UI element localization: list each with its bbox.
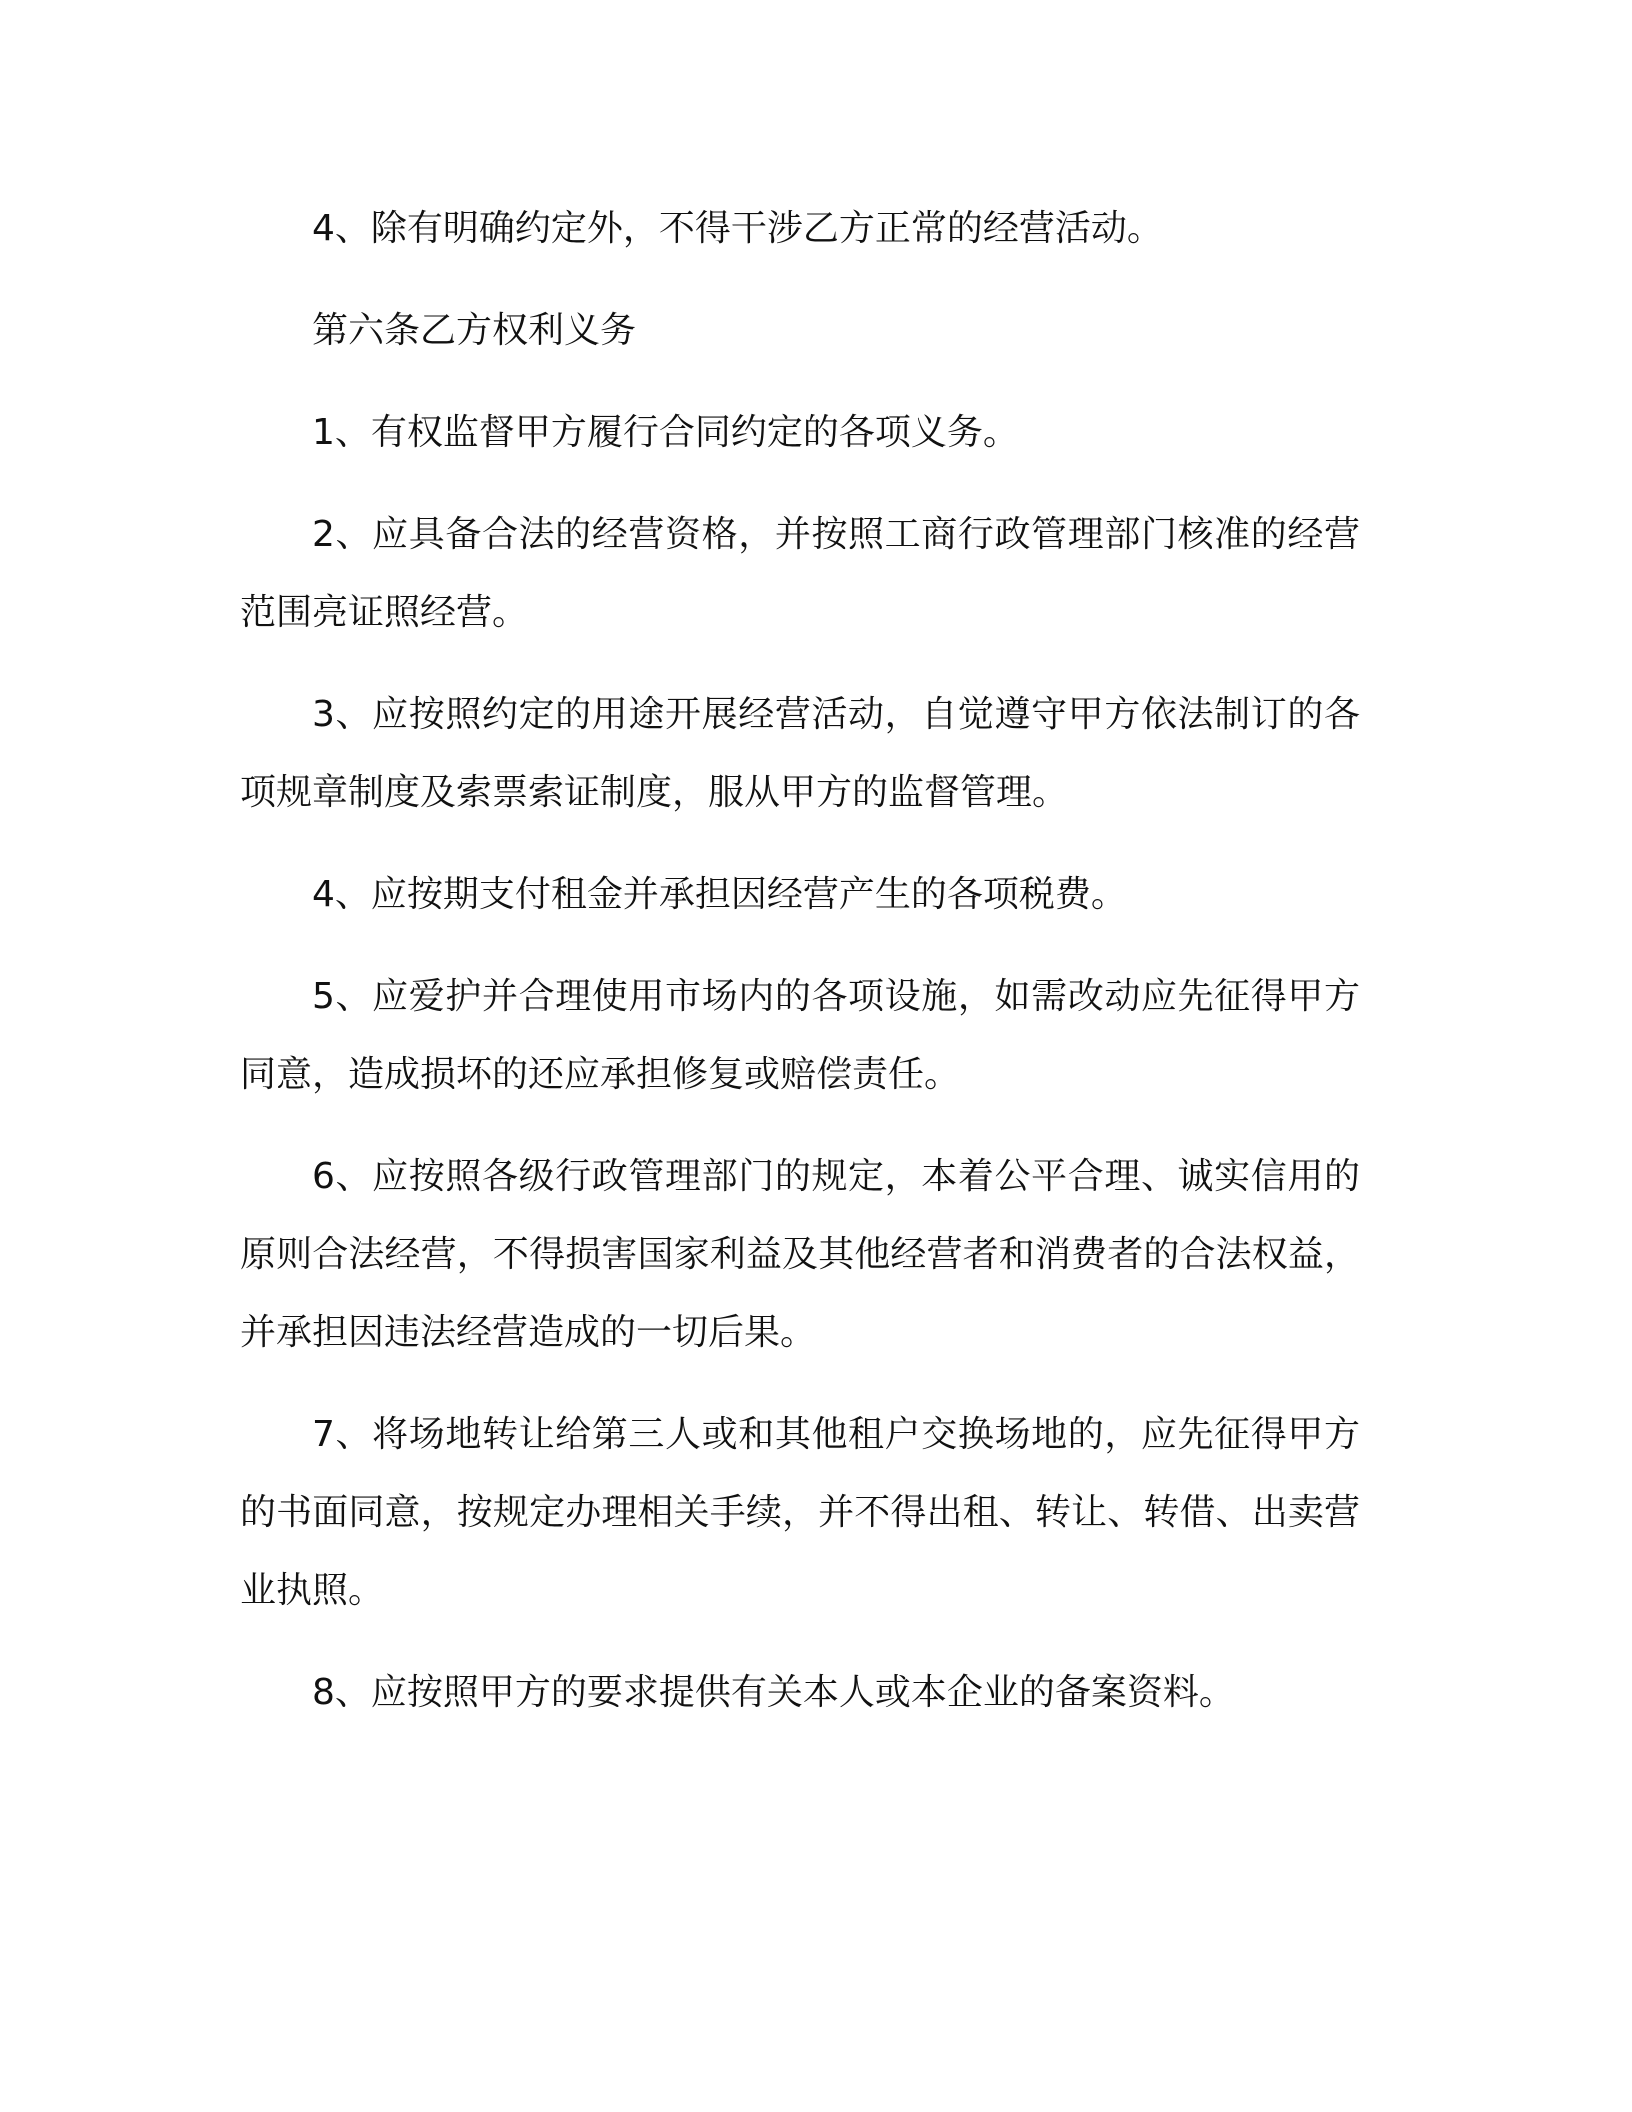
clause-paragraph: 4、除有明确约定外，不得干涉乙方正常的经营活动。 bbox=[312, 208, 1163, 249]
clause-paragraph: 2、应具备合法的经营资格，并按照工商行政管理部门核准的经营范围亮证照经营。 bbox=[240, 514, 1360, 633]
clause-paragraph: 5、应爱护并合理使用市场内的各项设施，如需改动应先征得甲方同意，造成损坏的还应承担修复或赔偿责任。 bbox=[240, 976, 1360, 1095]
clause-paragraph: 8、应按照甲方的要求提供有关本人或本企业的备案资料。 bbox=[312, 1672, 1235, 1713]
clause-paragraph: 7、将场地转让给第三人或和其他租户交换场地的，应先征得甲方的书面同意，按规定办理相关手续，并不得出租、转让、转借、出卖营业执照。 bbox=[240, 1414, 1360, 1611]
clause-paragraph: 3、应按照约定的用途开展经营活动，自觉遵守甲方依法制订的各项规章制度及索票索证制度，服从甲方的监督管理。 bbox=[240, 694, 1360, 813]
clause-paragraph: 6、应按照各级行政管理部门的规定，本着公平合理、诚实信用的原则合法经营，不得损害国家利益及其他经营者和消费者的合法权益，并承担因违法经营造成的一切后果。 bbox=[240, 1156, 1360, 1353]
clause-paragraph: 1、有权监督甲方履行合同约定的各项义务。 bbox=[312, 412, 1019, 453]
clause-paragraph: 4、应按期支付租金并承担因经营产生的各项税费。 bbox=[312, 874, 1127, 915]
section-heading: 第六条乙方权利义务 bbox=[312, 310, 637, 351]
document-body bbox=[240, 190, 1360, 1756]
